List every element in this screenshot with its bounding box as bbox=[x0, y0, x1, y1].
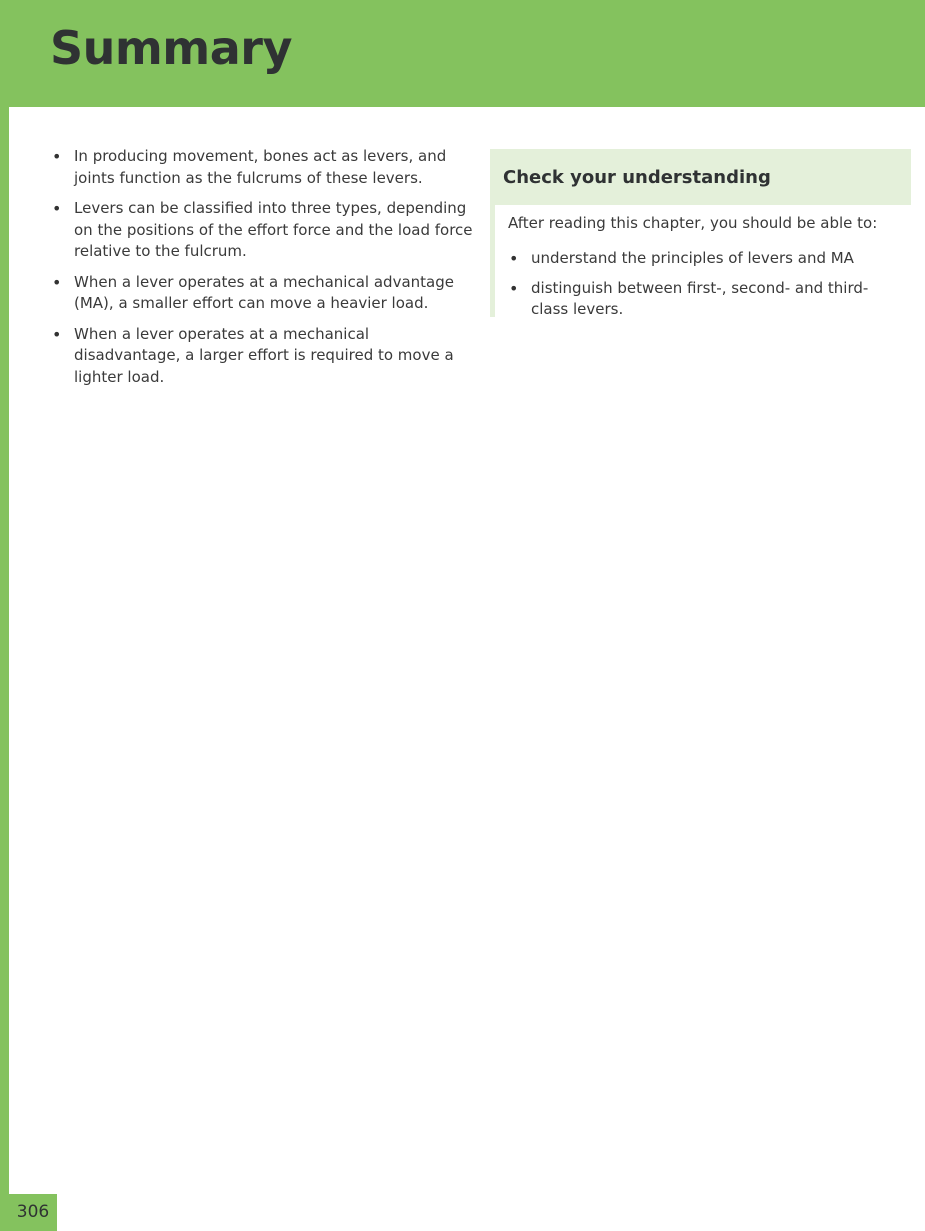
header-band bbox=[0, 0, 925, 107]
summary-list bbox=[50, 146, 480, 397]
page-number-box bbox=[9, 1194, 57, 1231]
check-understanding-title: Check your understanding bbox=[503, 167, 771, 188]
objective-bullet: • distinguish between first-, second- and third-class levers. bbox=[507, 278, 902, 320]
check-understanding-intro: After reading this chapter, you should be able to: bbox=[508, 214, 878, 232]
summary-bullet: • When a lever operates at a mechanical advantage (MA), a smaller effort can move a heavier load. bbox=[50, 272, 480, 315]
left-margin-rule bbox=[0, 107, 9, 1231]
objective-bullet: • understand the principles of levers and MA bbox=[507, 248, 902, 269]
check-understanding-panel bbox=[490, 149, 911, 317]
check-understanding-header bbox=[490, 149, 911, 205]
page-title: Summary bbox=[50, 21, 292, 75]
summary-bullet: • When a lever operates at a mechanical disadvantage, a larger effort is required to move a lighter load. bbox=[50, 324, 480, 389]
panel-side-rule bbox=[490, 205, 495, 317]
check-understanding-list bbox=[507, 248, 902, 329]
summary-bullet: • In producing movement, bones act as levers, and joints function as the fulcrums of these levers. bbox=[50, 146, 480, 189]
summary-bullet: • Levers can be classified into three types, depending on the positions of the effort force and the load force relative to the fulcrum. bbox=[50, 198, 480, 263]
page-number: 306 bbox=[16, 1202, 50, 1222]
